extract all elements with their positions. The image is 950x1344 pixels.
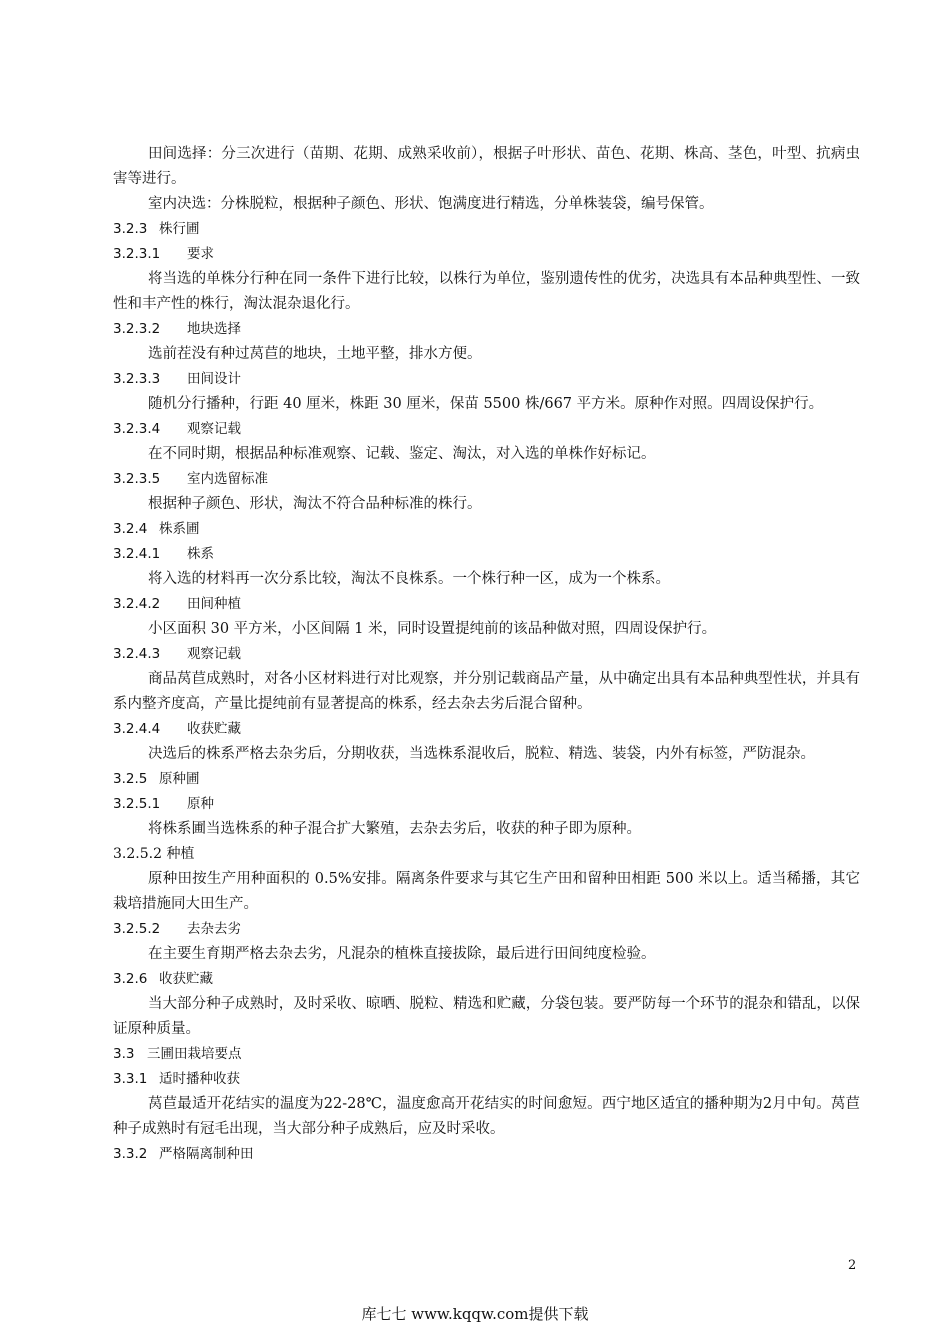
section-title: 严格隔离制种田 bbox=[159, 1146, 254, 1162]
section-number: 3.3.1 bbox=[113, 1071, 148, 1087]
section-number: 3.2.3 bbox=[113, 221, 148, 237]
section-number: 3.2.3.2 bbox=[113, 321, 161, 337]
section-title: 室内选留标准 bbox=[187, 471, 268, 487]
paragraph: 在不同时期，根据品种标准观察、记载、鉴定、淘汰，对入选的单株作好标记。 bbox=[148, 446, 656, 462]
subsection-heading bbox=[113, 642, 860, 667]
document-body bbox=[113, 142, 860, 1167]
section-number: 3.2.4 bbox=[113, 521, 148, 537]
section-title: 株系 bbox=[187, 546, 214, 562]
section-title: 株行圃 bbox=[159, 221, 200, 237]
paragraph: 小区面积 30 平方米，小区间隔 1 米，同时设置提纯前的该品种做对照，四周设保护行。 bbox=[148, 621, 717, 637]
section-title: 三圃田栽培要点 bbox=[147, 1046, 242, 1062]
section-number: 3.2.5.2 bbox=[113, 921, 161, 937]
section-number: 3.2.4.3 bbox=[113, 646, 161, 662]
section-number: 3.2.6 bbox=[113, 971, 148, 987]
subsection-heading bbox=[113, 717, 860, 742]
subsection-heading bbox=[113, 242, 860, 267]
paragraph: 室内决选：分株脱粒，根据种子颜色、形状、饱满度进行精选，分单株装袋，编号保管。 bbox=[148, 196, 714, 212]
section-number: 3.2.4.1 bbox=[113, 546, 161, 562]
subsection-heading bbox=[113, 592, 860, 617]
paragraph: 商品莴苣成熟时，对各小区材料进行对比观察，并分别记载商品产量，从中确定出具有本品种典型性状，并具有系内整齐度高，产量比提纯前有显著提高的株系，经去杂去劣后混合留种。 bbox=[113, 671, 860, 712]
section-number: 3.2.3.3 bbox=[113, 371, 161, 387]
section-number: 3.2.4.4 bbox=[113, 721, 161, 737]
section-number: 3.2.3.5 bbox=[113, 471, 161, 487]
section-title: 原种圃 bbox=[159, 771, 200, 787]
section-title: 适时播种收获 bbox=[159, 1071, 240, 1087]
subsection-heading bbox=[113, 542, 860, 567]
section-title: 要求 bbox=[187, 246, 214, 262]
subsection-heading bbox=[113, 317, 860, 342]
section-heading bbox=[113, 767, 860, 792]
section-heading bbox=[113, 967, 860, 992]
section-number: 3.2.5.1 bbox=[113, 796, 161, 812]
paragraph: 当大部分种子成熟时，及时采收、晾晒、脱粒、精选和贮藏，分袋包装。要严防每一个环节的混杂和错乱，以保证原种质量。 bbox=[113, 996, 860, 1037]
section-number: 3.3.2 bbox=[113, 1146, 148, 1162]
subsection-heading bbox=[113, 842, 860, 867]
section-number: 3.2.3.4 bbox=[113, 421, 161, 437]
paragraph: 选前茬没有种过莴苣的地块，土地平整，排水方便。 bbox=[148, 346, 482, 362]
paragraph: 莴苣最适开花结实的温度为22-28℃，温度愈高开花结实的时间愈短。西宁地区适宜的播种期为2月中旬。莴苣种子成熟时有冠毛出现，当大部分种子成熟后，应及时采收。 bbox=[113, 1096, 860, 1137]
section-heading bbox=[113, 1067, 860, 1092]
section-title: 观察记载 bbox=[187, 421, 241, 437]
section-title: 种植 bbox=[166, 846, 195, 862]
section-number: 3.2.5 bbox=[113, 771, 148, 787]
section-title: 收获贮藏 bbox=[159, 971, 213, 987]
section-number: 3.2.4.2 bbox=[113, 596, 161, 612]
section-title: 地块选择 bbox=[187, 321, 241, 337]
paragraph: 田间选择：分三次进行（苗期、花期、成熟采收前），根据子叶形状、苗色、花期、株高、茎色，叶型、抗病虫害等进行。 bbox=[113, 146, 860, 187]
section-heading bbox=[113, 517, 860, 542]
paragraph: 在主要生育期严格去杂去劣，凡混杂的植株直接拔除，最后进行田间纯度检验。 bbox=[148, 946, 656, 962]
subsection-heading bbox=[113, 367, 860, 392]
section-title: 去杂去劣 bbox=[187, 921, 241, 937]
footer-watermark: 库七七 www.kqqw.com提供下载 bbox=[361, 1305, 589, 1323]
paragraph: 决选后的株系严格去杂劣后，分期收获，当选株系混收后，脱粒、精选、装袋，内外有标签，严防混杂。 bbox=[148, 746, 815, 762]
paragraph: 将入选的材料再一次分系比较，淘汰不良株系。一个株行种一区，成为一个株系。 bbox=[148, 571, 670, 587]
section-title: 株系圃 bbox=[159, 521, 200, 537]
subsection-heading bbox=[113, 417, 860, 442]
page-number: 2 bbox=[848, 1258, 857, 1273]
section-number: 3.3 bbox=[113, 1046, 135, 1062]
section-title: 观察记载 bbox=[187, 646, 241, 662]
section-title: 田间设计 bbox=[187, 371, 241, 387]
subsection-heading bbox=[113, 792, 860, 817]
paragraph: 随机分行播种，行距 40 厘米，株距 30 厘米，保苗 5500 株/667 平方米。原种作对照。四周设保护行。 bbox=[148, 396, 824, 412]
subsection-heading bbox=[113, 467, 860, 492]
section-title: 原种 bbox=[187, 796, 214, 812]
paragraph: 原种田按生产用种面积的 0.5%安排。隔离条件要求与其它生产田和留种田相距 500 米以上。适当稀播，其它栽培措施同大田生产。 bbox=[113, 871, 860, 912]
section-number: 3.2.3.1 bbox=[113, 246, 161, 262]
section-heading bbox=[113, 1042, 860, 1067]
section-title: 田间种植 bbox=[187, 596, 241, 612]
section-number: 3.2.5.2 bbox=[113, 846, 162, 862]
section-heading bbox=[113, 217, 860, 242]
subsection-heading bbox=[113, 917, 860, 942]
paragraph: 根据种子颜色、形状，淘汰不符合品种标准的株行。 bbox=[148, 496, 482, 512]
section-title: 收获贮藏 bbox=[187, 721, 241, 737]
paragraph: 将当选的单株分行种在同一条件下进行比较，以株行为单位，鉴别遗传性的优劣，决选具有本品种典型性、一致性和丰产性的株行，淘汰混杂退化行。 bbox=[113, 271, 860, 312]
paragraph: 将株系圃当选株系的种子混合扩大繁殖，去杂去劣后，收获的种子即为原种。 bbox=[148, 821, 641, 837]
section-heading bbox=[113, 1142, 860, 1167]
